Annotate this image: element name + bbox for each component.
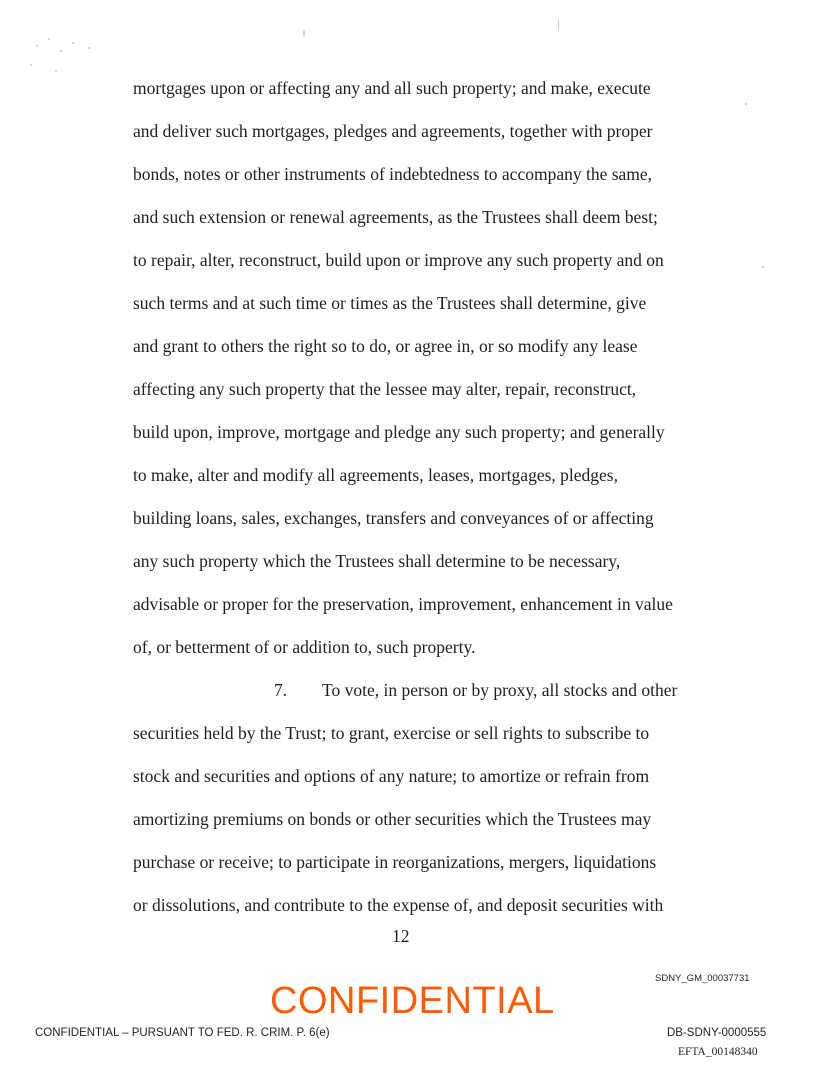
body-line: and grant to others the right so to do, or agree in, or so modify any lease <box>133 336 638 356</box>
body-line: mortgages upon or affecting any and all such property; and make, execute <box>133 78 651 98</box>
body-line: purchase or receive; to participate in reorganizations, mergers, liquidations <box>133 852 657 872</box>
scan-speck <box>48 38 50 40</box>
scan-speck <box>762 266 764 268</box>
body-line: stock and securities and options of any nature; to amortize or refrain from <box>133 766 650 786</box>
confidential-stamp: CONFIDENTIAL <box>270 980 555 1022</box>
scan-speck <box>558 18 559 32</box>
paragraph-number: 7. <box>274 680 288 700</box>
body-line: any such property which the Trustees shall determine to be necessary, <box>133 551 621 571</box>
scan-speck <box>88 47 90 49</box>
body-line: building loans, sales, exchanges, transfers and conveyances of or affecting <box>133 508 654 528</box>
body-line: and such extension or renewal agreements, as the Trustees shall deem best; <box>133 207 658 227</box>
body-line: bonds, notes or other instruments of indebtedness to accompany the same, <box>133 164 653 184</box>
body-line: build upon, improve, mortgage and pledge any such property; and generally <box>133 422 665 442</box>
body-line: to repair, alter, reconstruct, build upon or improve any such property and on <box>133 250 664 270</box>
scan-speck <box>745 103 747 105</box>
body-line: amortizing premiums on bonds or other securities which the Trustees may <box>133 809 652 829</box>
bates-number-top: SDNY_GM_00037731 <box>655 973 750 984</box>
scan-speck <box>60 50 62 52</box>
scan-speck <box>55 70 57 72</box>
body-line: affecting any such property that the lessee may alter, repair, reconstruct, <box>133 379 637 399</box>
scan-speck <box>303 30 305 36</box>
body-line: of, or betterment of or addition to, such property. <box>133 637 476 657</box>
body-line: or dissolutions, and contribute to the expense of, and deposit securities with <box>133 895 664 915</box>
efta-number: EFTA_00148340 <box>678 1046 758 1058</box>
body-line: advisable or proper for the preservation, improvement, enhancement in value <box>133 594 673 614</box>
scan-speck <box>36 45 38 47</box>
scan-speck <box>30 64 32 66</box>
footer-confidentiality-notice: CONFIDENTIAL – PURSUANT TO FED. R. CRIM. P. 6(e) <box>35 1027 330 1039</box>
page-number: 12 <box>392 926 410 946</box>
body-line: securities held by the Trust; to grant, exercise or sell rights to subscribe to <box>133 723 650 743</box>
body-line: and deliver such mortgages, pledges and agreements, together with proper <box>133 121 653 141</box>
paragraph-7-lead: To vote, in person or by proxy, all stocks and other <box>322 680 678 700</box>
body-line: to make, alter and modify all agreements, leases, mortgages, pledges, <box>133 465 618 485</box>
scan-speck <box>72 42 74 44</box>
body-line: such terms and at such time or times as the Trustees shall determine, give <box>133 293 647 313</box>
footer-bates-number: DB-SDNY-0000555 <box>667 1027 767 1039</box>
paragraph-7-first-line <box>274 680 677 700</box>
